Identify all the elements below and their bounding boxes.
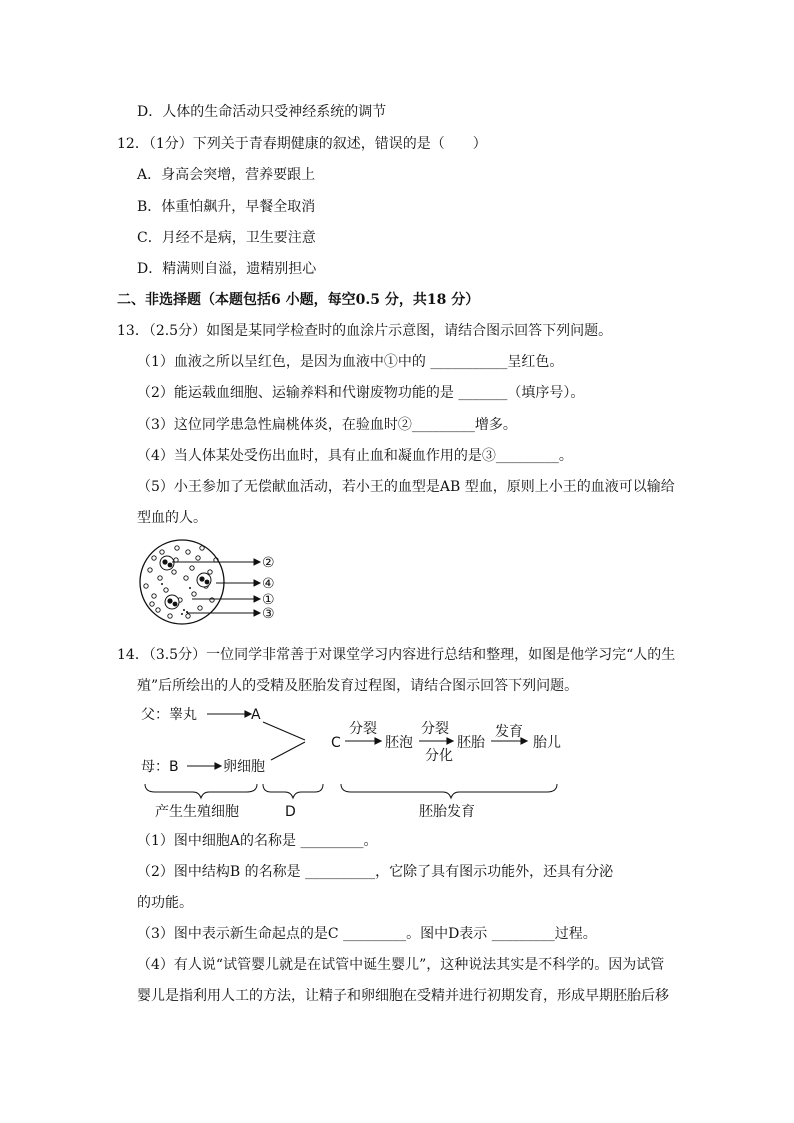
q13-sub-2: （2）能运载血细胞、运输养料和代谢废物功能的是 _______（填序号）。: [137, 385, 585, 401]
fetus-label: 胎儿: [533, 735, 561, 751]
q13-sub-1: （1）血液之所以呈红色，是因为血液中①中的 ___________呈红色。: [137, 354, 564, 370]
egg-cell-label: 卵细胞: [223, 759, 265, 775]
label-1: ①: [262, 592, 275, 608]
mother-b-label: 母：B: [141, 759, 179, 775]
zygote-c-label: C: [331, 735, 341, 751]
q13-stem: 13．（2.5分）如图是某同学检查时的血涂片示意图，请结合图示回答下列问题。: [117, 323, 613, 339]
sperm-a-label: A: [251, 707, 261, 723]
embryo-label: 胚胎: [457, 735, 485, 751]
father-testis-label: 父：睾丸: [141, 707, 197, 723]
q13-sub-5-line2: 型血的人。: [137, 510, 207, 526]
blood-smear-diagram: [132, 538, 282, 626]
label-2: ②: [262, 555, 275, 571]
differentiate-label: 分化: [425, 748, 453, 764]
q14-stem-line1: 14．（3.5分）一位同学非常善于对课堂学习内容进行总结和整理，如图是他学习完“人的生: [117, 647, 676, 663]
q12-option-a: A．身高会突增，营养要跟上: [137, 167, 316, 183]
q14-stem-line2: 殖”后所绘出的人的受精及胚胎发育过程图，请结合图示回答下列问题。: [137, 678, 579, 694]
brace-d-label: D: [285, 804, 296, 820]
develop-label: 发育: [495, 724, 523, 740]
q13-sub-5-line1: （5）小王参加了无偿献血活动，若小王的血型是AB 型血，原则上小王的血液可以输给: [137, 479, 675, 495]
q11-option-d: D．人体的生命活动只受神经系统的调节: [137, 104, 387, 120]
q12-stem: 12．（1分）下列关于青春期健康的叙述，错误的是（ ）: [117, 136, 487, 152]
split-label-2: 分裂: [421, 721, 449, 737]
label-4: ④: [262, 576, 275, 592]
q14-sub-2-line2: 的功能。: [137, 895, 193, 911]
section-2-heading: 二、非选择题（本题包括6 小题，每空0.5 分，共18 分）: [117, 292, 480, 308]
brace-embryo-development-label: 胚胎发育: [419, 804, 475, 820]
label-3: ③: [262, 606, 275, 622]
white-blood-cells: [160, 556, 211, 609]
q13-sub-3: （3）这位同学患急性扁桃体炎，在验血时②_________增多。: [137, 417, 517, 433]
q12-option-c: C．月经不是病，卫生要注意: [137, 230, 316, 246]
q12-option-d: D．精满则自溢，遗精别担心: [137, 261, 317, 277]
brace-germ-cells-label: 产生生殖细胞: [155, 804, 239, 820]
blastocyst-label: 胚泡: [385, 735, 413, 751]
q14-sub-2-line1: （2）图中结构B 的名称是 __________，它除了具有图示功能外，还具有分泌: [137, 864, 614, 880]
q14-sub-4-line1: （4）有人说“试管婴儿就是在试管中诞生婴儿”，这种说法其实是不科学的。因为试管: [137, 957, 665, 973]
smear-boundary: [140, 540, 224, 624]
q13-sub-4: （4）当人体某处受伤出血时，具有止血和凝血作用的是③_________。: [137, 448, 573, 464]
reproduction-process-diagram: [135, 700, 575, 825]
q14-sub-3: （3）图中表示新生命起点的是C _________。图中D表示 _________过程。: [137, 926, 597, 942]
split-label-1: 分裂: [349, 721, 377, 737]
q14-sub-1: （1）图中细胞A的名称是 _________。: [137, 833, 378, 849]
q12-option-b: B．体重怕飙升，早餐全取消: [137, 199, 316, 215]
q14-sub-4-line2: 婴儿是指利用人工的方法，让精子和卵细胞在受精并进行初期发育，形成早期胚胎后移: [137, 988, 669, 1004]
